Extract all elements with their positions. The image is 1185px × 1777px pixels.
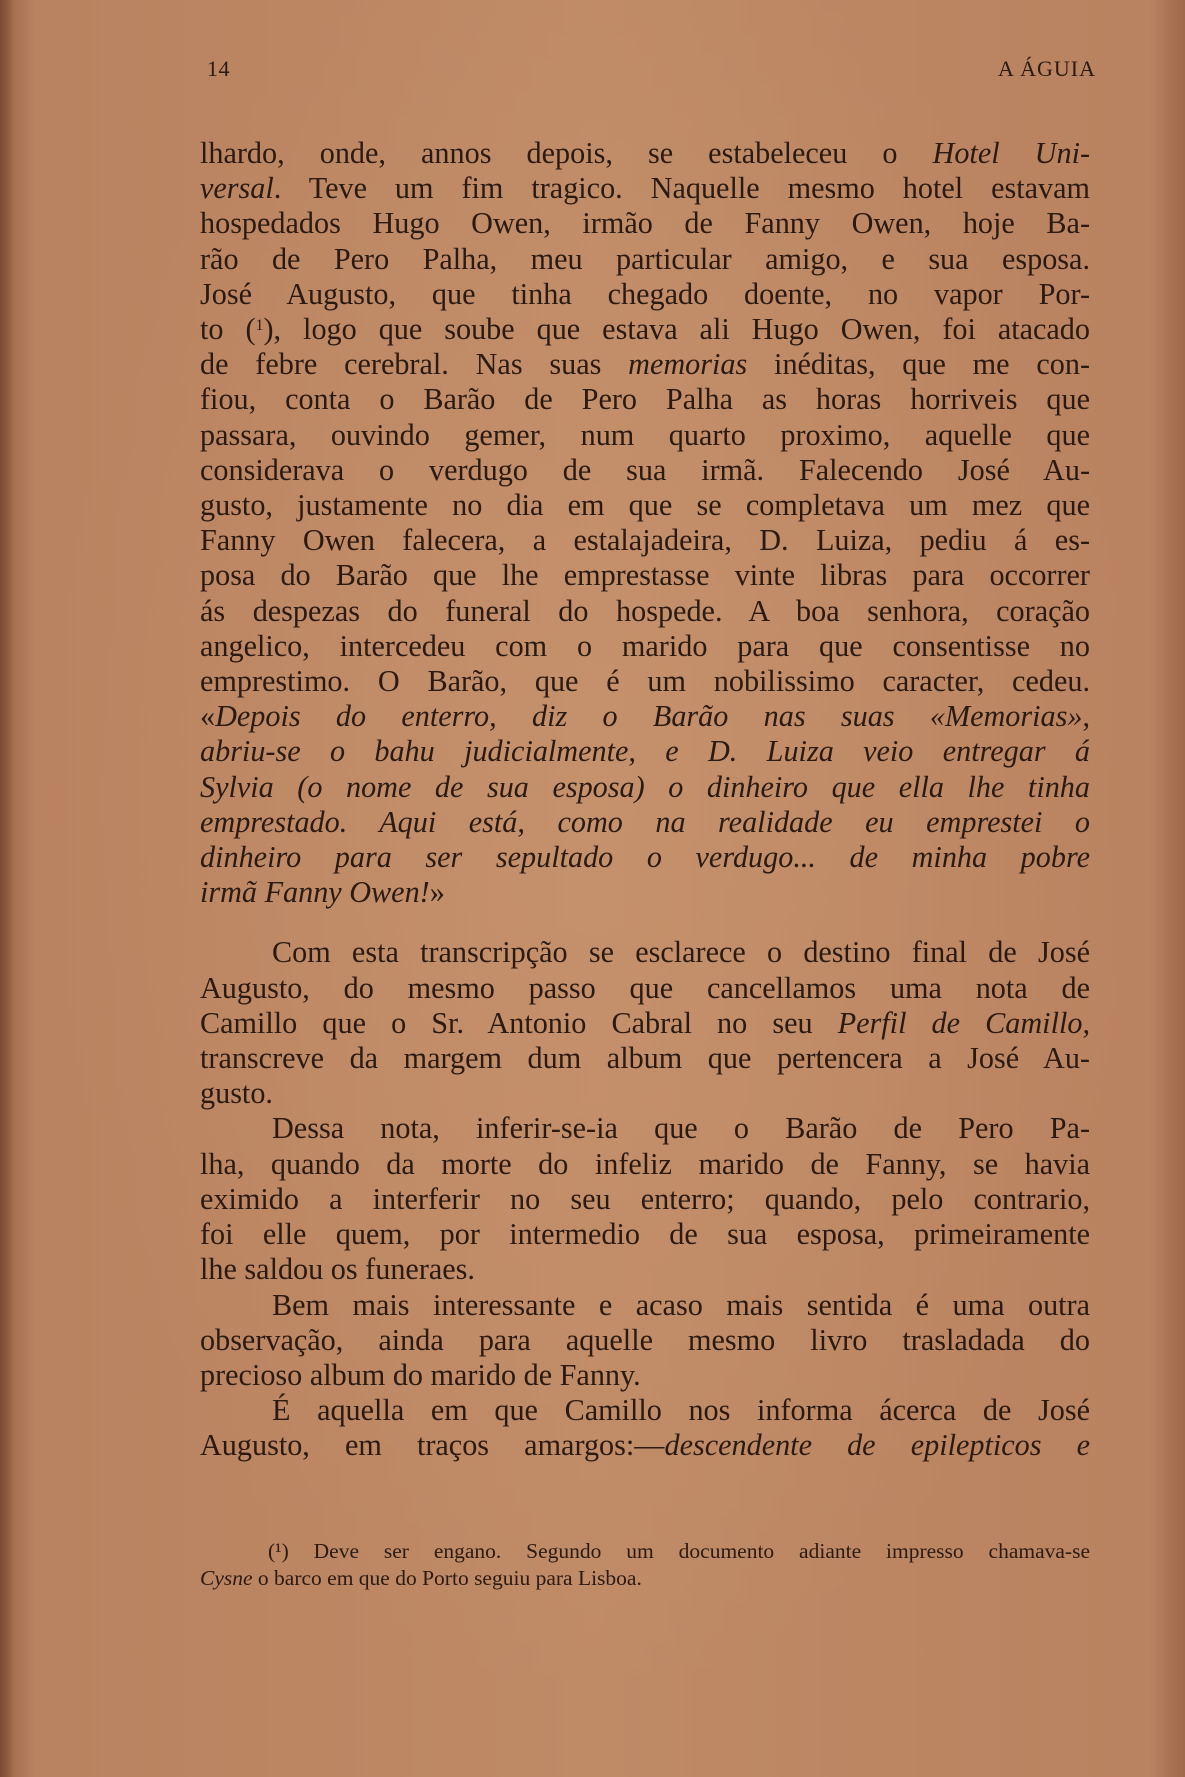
text-line: angelico, intercedeu com o marido para que consentisse no <box>200 628 1090 663</box>
text-line: Com esta transcripção se esclarece o destino final de José <box>272 935 1090 970</box>
footnote-line: (¹) Deve ser engano. Segundo um documento adiante impresso chamava-se <box>268 1539 1090 1563</box>
text-line: gusto. <box>200 1076 273 1111</box>
page-number: 14 <box>207 56 230 81</box>
text-line: to ($^1$), logo que soube que estava ali Hugo Owen, foi atacado <box>200 312 1090 347</box>
text-line: lhardo, onde, annos depois, se estabeleceu o Hotel Uni- <box>200 136 1091 170</box>
text-line: eximido a interferir no seu enterro; quando, pelo contrario, <box>200 1181 1090 1216</box>
text-line: emprestado. Aqui está, como na realidade eu emprestei o <box>200 804 1090 839</box>
text-line: posa do Barão que lhe emprestasse vinte libras para occorrer <box>200 558 1090 593</box>
text-line: foi elle quem, por intermedio de sua esposa, primeiramente <box>200 1217 1090 1252</box>
text-line: emprestimo. O Barão, que é um nobilissimo caracter, cedeu. <box>200 664 1090 699</box>
text-line: Augusto, em traços amargos:—descendente de epilepticos e <box>200 1428 1090 1463</box>
text-line: Bem mais interessante e acaso mais sentida é uma outra <box>272 1287 1090 1322</box>
text-line: lha, quando da morte do infeliz marido de Fanny, se havia <box>200 1146 1090 1181</box>
page-edge <box>0 0 14 1777</box>
text-line: Dessa nota, inferir-se-ia que o Barão de Pero Pa- <box>272 1111 1090 1146</box>
text-line: Sylvia (o nome de sua esposa) o dinheiro que ella lhe tinha <box>200 769 1090 804</box>
text-line: ás despezas do funeral do hospede. A boa senhora, coração <box>200 593 1090 628</box>
footnote-marker: (¹) <box>268 1539 289 1563</box>
text-line: lhe saldou os funeraes. <box>200 1252 475 1287</box>
text-line: abriu-se o bahu judicialmente, e D. Luiza veio entregar á <box>200 734 1090 769</box>
text-line: «Depois do enterro, diz o Barão nas suas «Memorias», <box>200 699 1090 734</box>
text-line: dinheiro para ser sepultado o verdugo... de minha pobre <box>200 840 1090 875</box>
text-line: Augusto, do mesmo passo que cancellamos uma nota de <box>200 970 1090 1005</box>
text-line: José Augusto, que tinha chegado doente, no vapor Por- <box>200 276 1090 311</box>
text-line: precioso album do marido de Fanny. <box>200 1357 641 1392</box>
text-line: transcreve da margem dum album que pertencera a José Au- <box>200 1041 1090 1076</box>
footnote <box>200 1538 1090 1592</box>
text-line: versal. Teve um fim tragico. Naquelle mesmo hotel estavam <box>200 171 1090 206</box>
body-text <box>200 136 1090 1464</box>
text-line: considerava o verdugo de sua irmã. Falecendo José Au- <box>200 452 1090 487</box>
text-line: É aquella em que Camillo nos informa ácerca de José <box>272 1393 1090 1428</box>
text-line: rão de Pero Palha, meu particular amigo, e sua esposa. <box>200 241 1090 276</box>
footnote-line: Cysne o barco em que do Porto seguiu para Lisboa. <box>200 1566 642 1590</box>
text-line: Fanny Owen falecera, a estalajadeira, D. Luiza, pediu á es- <box>200 523 1090 558</box>
text-line: passara, ouvindo gemer, num quarto proximo, aquelle que <box>200 417 1090 452</box>
paragraph-gap <box>200 910 1090 935</box>
text-line: fiou, conta o Barão de Pero Palha as horas horriveis que <box>200 382 1090 417</box>
footnote-ref: 1 <box>255 317 264 335</box>
journal-title: A ÁGUIA <box>997 56 1096 81</box>
text-line: gusto, justamente no dia em que se completava um mez que <box>200 488 1090 523</box>
running-head <box>207 50 1096 86</box>
text-line: observação, ainda para aquelle mesmo livro trasladada do <box>200 1322 1090 1357</box>
text-line: hospedados Hugo Owen, irmão de Fanny Owen, hoje Ba- <box>200 206 1090 241</box>
text-line: Camillo que o Sr. Antonio Cabral no seu Perfil de Camillo, <box>200 1005 1090 1040</box>
text-line: irmã Fanny Owen!» <box>200 875 445 910</box>
text-line: de febre cerebral. Nas suas memorias inéditas, que me con- <box>200 347 1091 382</box>
